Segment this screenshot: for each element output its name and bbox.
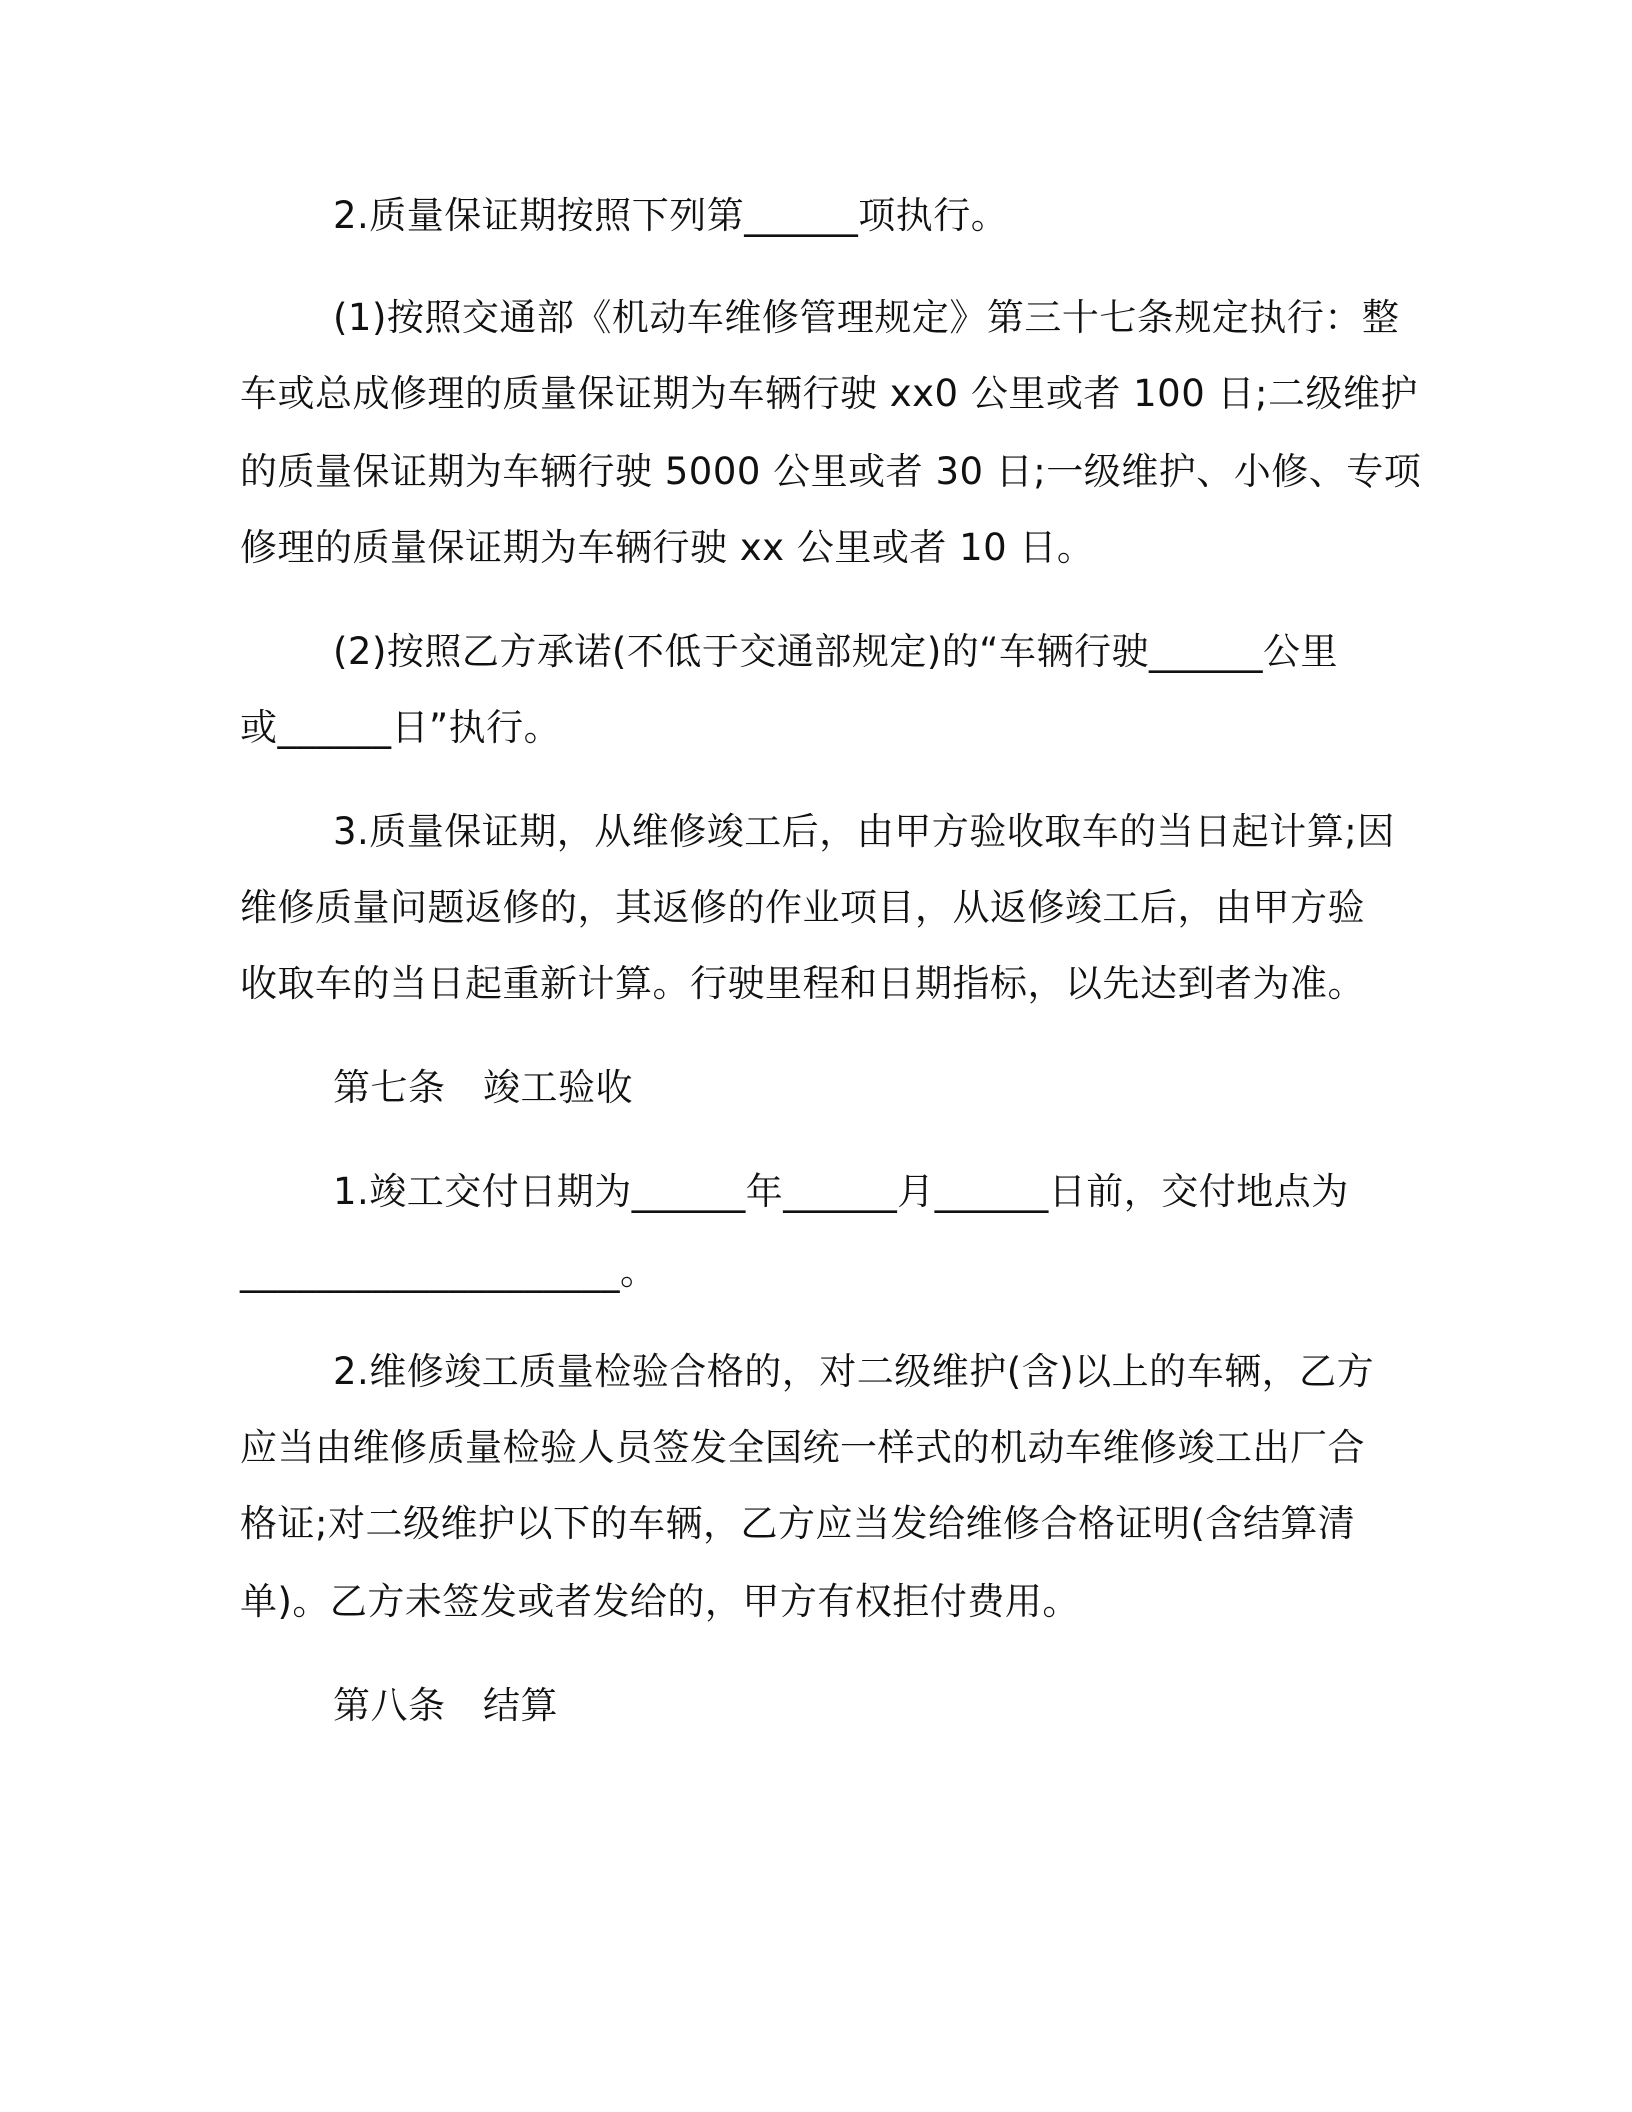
- option-1-line-2: 车或总成修理的质量保证期为车辆行驶 xx0 公里或者 100 日;二级维护: [240, 372, 1418, 415]
- clause-2-warranty-option: 2.质量保证期按照下列第______项执行。: [333, 194, 1009, 237]
- option-1-line-4: 修理的质量保证期为车辆行驶 xx 公里或者 10 日。: [240, 526, 1095, 569]
- option-2-line-2: 或______日”执行。: [240, 706, 562, 749]
- article-7-item-2-line-1: 2.维修竣工质量检验合格的，对二级维护(含)以上的车辆，乙方: [333, 1350, 1375, 1393]
- clause-3-line-3: 收取车的当日起重新计算。行驶里程和日期指标，以先达到者为准。: [240, 962, 1365, 1005]
- article-7-item-1-line-2: ____________________。: [240, 1250, 658, 1293]
- option-1-line-1: (1)按照交通部《机动车维修管理规定》第三十七条规定执行：整: [333, 296, 1400, 339]
- clause-3-line-2: 维修质量问题返修的，其返修的作业项目，从返修竣工后，由甲方验: [240, 886, 1365, 929]
- option-1-line-3: 的质量保证期为车辆行驶 5000 公里或者 30 日;一级维护、小修、专项: [240, 450, 1422, 493]
- article-7-heading: 第七条 竣工验收: [333, 1066, 633, 1109]
- article-7-item-1-line-1: 1.竣工交付日期为______年______月______日前，交付地点为: [333, 1170, 1349, 1213]
- clause-3-line-1: 3.质量保证期，从维修竣工后，由甲方验收取车的当日起计算;因: [333, 810, 1395, 853]
- article-7-item-2-line-2: 应当由维修质量检验人员签发全国统一样式的机动车维修竣工出厂合: [240, 1426, 1365, 1469]
- article-7-item-2-line-3: 格证;对二级维护以下的车辆，乙方应当发给维修合格证明(含结算清: [240, 1502, 1356, 1545]
- article-8-heading: 第八条 结算: [333, 1684, 558, 1727]
- article-7-item-2-line-4: 单)。乙方未签发或者发给的，甲方有权拒付费用。: [240, 1580, 1080, 1623]
- option-2-line-1: (2)按照乙方承诺(不低于交通部规定)的“车辆行驶______公里: [333, 630, 1338, 673]
